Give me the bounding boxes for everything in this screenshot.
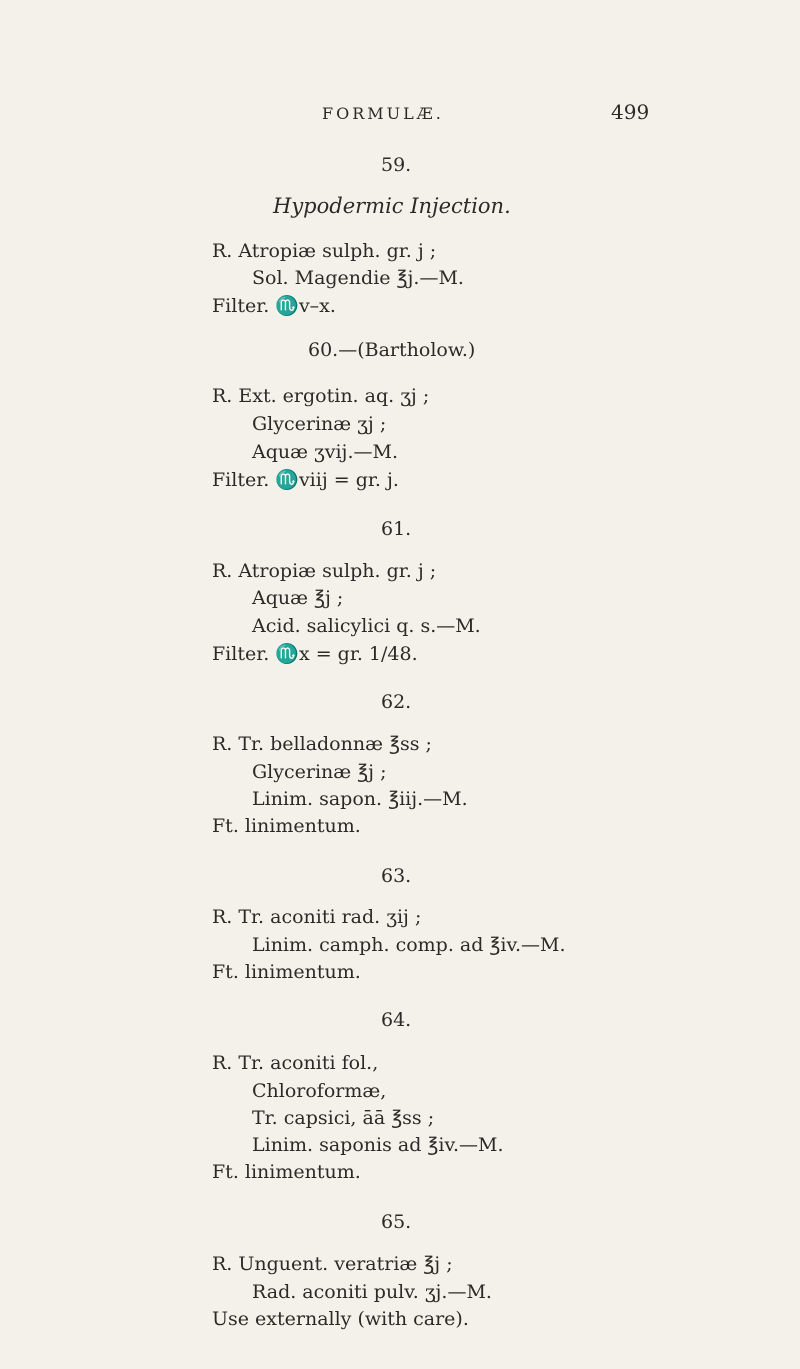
recipe-line: Ft. linimentum. — [212, 1161, 361, 1183]
recipe-line: Use externally (with care). — [212, 1308, 469, 1330]
recipe-line: R. Atropiæ sulph. gr. j ; — [212, 240, 437, 262]
recipe-number: 60.—(Bartholow.) — [308, 339, 476, 361]
page-number: 499 — [611, 100, 650, 124]
recipe-line: R. Tr. aconiti fol., — [212, 1052, 379, 1074]
running-header: FORMULÆ. — [322, 104, 444, 123]
recipe-subtitle: Hypodermic Injection. — [273, 194, 511, 218]
recipe-number: 65. — [381, 1211, 412, 1233]
recipe-line: Filter. ♏x = gr. 1/48. — [212, 643, 418, 665]
recipe-line: Aquæ ℥j ; — [252, 587, 344, 609]
recipe-line: Linim. camph. comp. ad ℥iv.—M. — [252, 934, 566, 956]
recipe-line: R. Tr. belladonnæ ℥ss ; — [212, 733, 432, 755]
recipe-line: Chloroformæ, — [252, 1080, 387, 1102]
recipe-line: Ft. linimentum. — [212, 961, 361, 983]
recipe-line: R. Ext. ergotin. aq. ʒj ; — [212, 385, 430, 407]
recipe-line: R. Tr. aconiti rad. ʒij ; — [212, 906, 422, 928]
recipe-line: Linim. sapon. ℥iij.—M. — [252, 788, 468, 810]
recipe-line: Tr. capsici, āā ℥ss ; — [252, 1107, 435, 1129]
recipe-line: Acid. salicylici q. s.—M. — [252, 615, 481, 637]
recipe-number: 62. — [381, 691, 412, 713]
recipe-line: Aquæ ʒvij.—M. — [252, 441, 398, 463]
recipe-number: 64. — [381, 1009, 412, 1031]
recipe-number: 61. — [381, 518, 412, 540]
recipe-line: Glycerinæ ʒj ; — [252, 413, 387, 435]
recipe-line: Glycerinæ ℥j ; — [252, 761, 387, 783]
recipe-line: R. Atropiæ sulph. gr. j ; — [212, 560, 437, 582]
recipe-line: Ft. linimentum. — [212, 815, 361, 837]
recipe-line: R. Unguent. veratriæ ℥j ; — [212, 1253, 453, 1275]
recipe-line: Sol. Magendie ℥j.—M. — [252, 267, 464, 289]
recipe-number: 63. — [381, 865, 412, 887]
recipe-number: 59. — [381, 154, 412, 176]
recipe-line: Filter. ♏v–x. — [212, 295, 336, 317]
recipe-line: Rad. aconiti pulv. ʒj.—M. — [252, 1281, 492, 1303]
recipe-line: Filter. ♏viij = gr. j. — [212, 469, 399, 491]
recipe-line: Linim. saponis ad ℥iv.—M. — [252, 1134, 504, 1156]
